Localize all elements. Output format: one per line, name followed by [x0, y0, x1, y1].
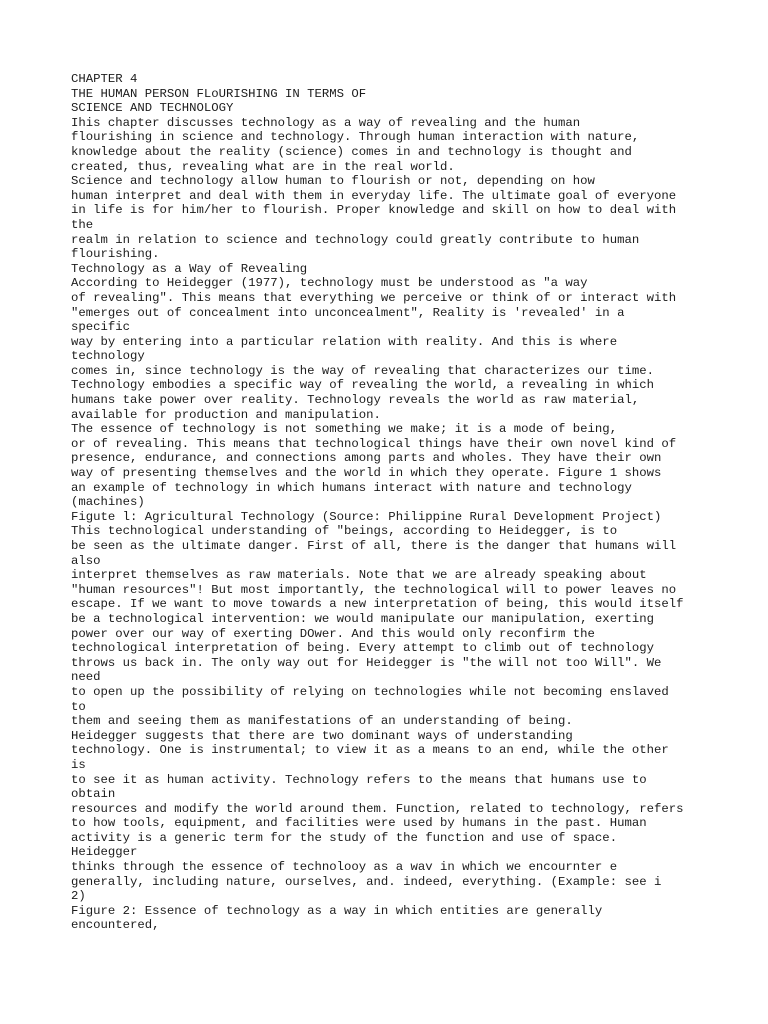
text-line: in life is for him/her to flourish. Proper knowledge and skill on how to deal with [71, 203, 677, 218]
text-line: technological interpretation of being. Every attempt to climb out of technology [71, 641, 654, 656]
text-line: available for production and manipulation. [71, 407, 381, 422]
text-line: realm in relation to science and technology could greatly contribute to human [71, 232, 640, 247]
text-line: the [71, 217, 94, 232]
text-line: generally, including nature, ourselves, and. indeed, everything. (Example: see i [71, 874, 662, 889]
text-line: According to Heidegger (1977), technology must be understood as "a way [71, 276, 588, 291]
text-line: be seen as the ultimate danger. First of all, there is the danger that humans will [71, 539, 677, 553]
text-line: an example of technology in which humans interact with nature and technology [71, 480, 632, 495]
text-line: technology [71, 349, 145, 364]
text-line: specific [71, 320, 131, 335]
text-line: of revealing". This means that everything we perceive or think of or interact with [71, 290, 677, 305]
text-line: presence, endurance, and connections among parts and wholes. They have their own [71, 451, 662, 466]
text-line: technology. One is instrumental; to view it as a means to an end, while the other [71, 743, 669, 758]
text-line: throws us back in. The only way out for Heidegger is "the will not too Will". We [71, 655, 662, 670]
text-line: "human resources"! But most importantly, the technological will to power leaves no [71, 582, 677, 597]
text-line: or of revealing. This means that technological things have their own novel kind of [71, 436, 677, 451]
text-line: activity is a generic term for the study of the function and use of space. [71, 830, 618, 845]
text-line: This technological understanding of "beings, according to Heidegger, is to [71, 524, 618, 539]
text-line: encountered, [71, 918, 160, 933]
text-line: escape. If we want to move towards a new interpretation of being, this would itself [71, 597, 684, 612]
chapter-title-line: SCIENCE AND TECHNOLOGY [71, 101, 234, 116]
text-line: 2) [71, 889, 86, 904]
text-line: flourishing in science and technology. Through human interaction with nature, [71, 130, 640, 145]
text-line: is [71, 757, 86, 772]
text-line: Figute l: Agricultural Technology (Source: Philippine Rural Development Project) [71, 509, 662, 524]
document-body-text [71, 72, 711, 933]
text-line: Heidegger suggests that there are two dominant ways of understanding [71, 728, 573, 743]
text-line: Heidegger [71, 845, 138, 860]
text-line: to how tools, equipment, and facilities were used by humans in the past. Human [71, 816, 647, 831]
text-line: obtain [71, 787, 116, 802]
text-line: to see it as human activity. Technology refers to the means that humans use to [71, 772, 647, 787]
text-line: to open up the possibility of relying on technologies while not becoming enslaved [71, 684, 669, 699]
text-line: need [71, 670, 101, 685]
text-line: to [71, 699, 86, 714]
chapter-heading: CHAPTER 4 [71, 72, 138, 86]
text-line: thinks through the essence of technolooy as a wav in which we encournter e [71, 860, 618, 875]
text-line: resources and modify the world around them. Function, related to technology, refers [71, 801, 684, 816]
chapter-title-line: THE HUMAN PERSON FLoURISHING IN TERMS OF [71, 86, 367, 101]
text-line: Figure 2: Essence of technology as a way in which entities are generally [71, 903, 603, 918]
text-line: The essence of technology is not something we make; it is a mode of being, [71, 422, 618, 437]
text-line: "emerges out of concealment into unconcealment", Reality is 'revealed' in a [71, 305, 625, 320]
text-line: Ihis chapter discusses technology as a way of revealing and the human [71, 115, 581, 130]
text-line: (machines) [71, 495, 145, 510]
text-line: created, thus, revealing what are in the real world. [71, 159, 455, 174]
text-line: also [71, 553, 101, 568]
text-line: human interpret and deal with them in everyday life. The ultimate goal of everyone [71, 188, 677, 203]
text-line: knowledge about the reality (science) comes in and technology is thought and [71, 144, 632, 159]
text-line: way of presenting themselves and the world in which they operate. Figure 1 shows [71, 466, 662, 481]
text-line: be a technological intervention: we would manipulate our manipulation, exerting [71, 611, 654, 626]
text-line: them and seeing them as manifestations of an understanding of being. [71, 714, 573, 729]
text-line: Technology embodies a specific way of revealing the world, a revealing in which [71, 378, 654, 393]
text-line: interpret themselves as raw materials. Note that we are already speaking about [71, 568, 647, 583]
text-line: humans take power over reality. Technology reveals the world as raw material, [71, 393, 640, 408]
text-line: Technology as a Way of Revealing [71, 261, 308, 276]
text-line: comes in, since technology is the way of revealing that characterizes our time. [71, 363, 654, 378]
text-line: Science and technology allow human to flourish or not, depending on how [71, 174, 595, 189]
text-line: power over our way of exerting DOwer. And this would only reconfirm the [71, 626, 595, 641]
text-line: flourishing. [71, 247, 160, 262]
text-line: way by entering into a particular relation with reality. And this is where [71, 334, 618, 349]
